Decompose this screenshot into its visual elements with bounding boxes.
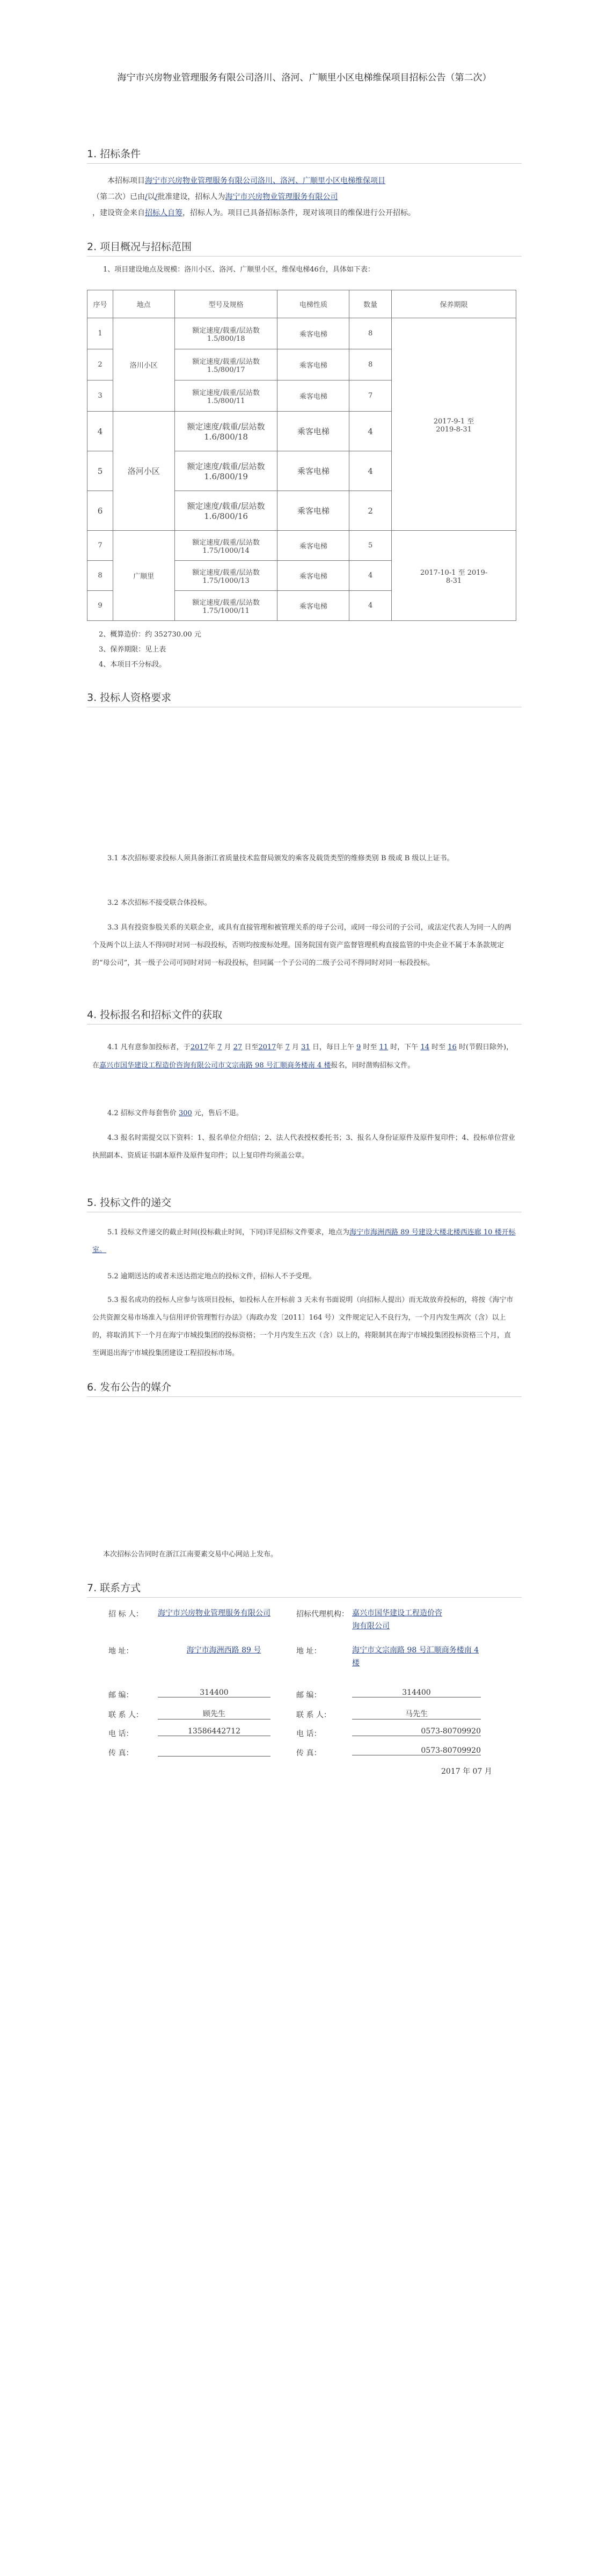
type-cell: 乘客电梯 — [277, 318, 349, 349]
end-day: 31 — [301, 1043, 310, 1051]
header-cell: 数量 — [349, 290, 392, 318]
header-cell: 保养期限 — [392, 290, 516, 318]
section-1-line-3 — [92, 205, 522, 221]
end-year: 2017 — [258, 1043, 276, 1051]
s4-text: 4.1 凡有意参加投标者，于 — [107, 1043, 191, 1051]
start-month: 7 — [217, 1043, 222, 1051]
s4-text: 元，售后不退。 — [194, 1109, 243, 1117]
contact-label: 联 系 人： — [296, 1711, 331, 1719]
note-period: 3、保养期限：见上表 — [99, 646, 166, 654]
s1-text: ，建设资金来自 — [92, 209, 145, 217]
s1-text: ，招标人为 — [182, 209, 220, 217]
agent-contact: 马先生 — [352, 1708, 481, 1719]
pm-start: 14 — [420, 1043, 429, 1051]
s4-text: 时，下午 — [390, 1043, 419, 1051]
divider — [87, 163, 522, 164]
bidder-zip: 314400 — [158, 1688, 270, 1697]
end-month: 7 — [285, 1043, 290, 1051]
s1-text: 。项目已具备招标条件，现对该项目的维保进行公开招标。 — [220, 209, 415, 217]
media-text: 本次招标公告同时在浙江江南要素交易中心网站上发布。 — [103, 1550, 278, 1558]
am-end: 11 — [379, 1043, 389, 1051]
req-4-1 — [92, 1038, 516, 1075]
header-cell: 序号 — [87, 290, 113, 318]
agent-phone: 0573-80709920 — [352, 1727, 481, 1736]
row-no: 4 — [87, 412, 113, 451]
bidder-label: 招 标 人： — [108, 1610, 143, 1619]
phone-label: 电 话： — [108, 1730, 134, 1738]
row-no: 8 — [87, 561, 113, 591]
am-start: 9 — [356, 1043, 361, 1051]
type-cell: 乘客电梯 — [277, 451, 349, 491]
qty-cell: 4 — [349, 591, 392, 621]
row-no: 1 — [87, 318, 113, 349]
bidder-fax — [158, 1746, 270, 1757]
agent-address-link[interactable]: 海宁市文宗南路 98 号汇顺商务楼南 4 楼 — [352, 1646, 479, 1667]
spec-cell: 额定速度/载重/层站数 1.5/800/17 — [174, 349, 277, 380]
req-3-2: 3.2 本次招标不接受联合体投标。 — [107, 899, 211, 907]
price-field: 300 — [178, 1109, 192, 1117]
registration-location-link[interactable]: 嘉兴市国华建设工程造价咨询有限公司市文宗南路 98 号汇顺商务楼南 4 楼 — [99, 1062, 331, 1070]
agent-zip: 314400 — [352, 1688, 481, 1697]
qty-cell: 5 — [349, 531, 392, 561]
bidder-name-link[interactable]: 海宁市兴房物业管理服务有限公司 — [158, 1609, 270, 1618]
type-cell: 乘客电梯 — [277, 561, 349, 591]
spec-cell: 额定速度/载重/层站数 1.75/1000/14 — [174, 531, 277, 561]
approval-doc-field: / — [155, 193, 158, 201]
fax-label: 传 真： — [296, 1749, 321, 1758]
s4-text: 报名，同时凿购招标文件。 — [331, 1062, 415, 1070]
location-cell: 广顺里 — [113, 531, 174, 621]
pm-end: 16 — [448, 1043, 457, 1051]
spec-cell: 额定速度/载重/层站数 1.6/800/19 — [174, 451, 277, 491]
page-title: 海宁市兴房物业管理服务有限公司洛川、洛河、广顺里小区电梯维保项目招标公告（第二次） — [117, 72, 492, 83]
spec-cell: 额定速度/载重/层站数 1.6/800/16 — [174, 491, 277, 531]
qty-cell: 4 — [349, 451, 392, 491]
table-row — [87, 318, 516, 349]
s1-text: 已由 — [130, 193, 145, 201]
period-cell: 2017-10-1 至 2019-8-31 — [392, 531, 516, 621]
s4-text: 年 — [208, 1043, 215, 1051]
agent-label: 招标代理机构： — [296, 1610, 349, 1619]
location-cell: 洛河小区 — [113, 412, 174, 531]
type-cell: 乘客电梯 — [277, 412, 349, 451]
s1-text: 以 — [147, 193, 155, 201]
divider — [87, 1396, 522, 1397]
s1-text: （第二次） — [92, 193, 130, 201]
spec-cell: 额定速度/载重/层站数 1.75/1000/13 — [174, 561, 277, 591]
s4-text: 年 — [276, 1043, 283, 1051]
header-cell: 地点 — [113, 290, 174, 318]
bidder-address-link[interactable]: 海宁市海洲西路 89 号 — [186, 1646, 261, 1655]
s4-text: 4.2 招标文件每套售价 — [107, 1109, 177, 1117]
section-2-heading: 2. 项目概况与招标范围 — [87, 241, 192, 253]
contact-label: 联 系 人： — [108, 1711, 143, 1719]
fund-source-field: 招标人自筹 — [145, 209, 182, 217]
type-cell: 乘客电梯 — [277, 491, 349, 531]
table-header-row — [87, 290, 516, 318]
s4-text: 月 — [292, 1043, 299, 1051]
s4-text: 日至 — [244, 1043, 259, 1051]
submission-location-link[interactable]: 海宁市海洲西路 89 号建设大楼北楼西连廊 10 楼开标室。 — [92, 1228, 516, 1254]
phone-label: 电 话： — [296, 1730, 321, 1738]
divider — [87, 1597, 522, 1598]
table-row — [87, 531, 516, 561]
section-7-heading: 7. 联系方式 — [87, 1582, 141, 1594]
section-3-heading: 3. 投标人资格要求 — [87, 692, 172, 704]
bidder-contact: 顾先生 — [158, 1708, 270, 1719]
qty-cell: 8 — [349, 318, 392, 349]
qty-cell: 7 — [349, 380, 392, 412]
s4-text: 时(节假日除外)，在 — [92, 1043, 514, 1070]
project-name-link[interactable]: 海宁市兴房物业管理服务有限公司洛川、洛河、广顺里小区电梯维保项目 — [145, 177, 385, 185]
address-label: 地 址： — [108, 1647, 134, 1656]
row-no: 7 — [87, 531, 113, 561]
start-day: 27 — [233, 1043, 243, 1051]
header-cell: 电梯性质 — [277, 290, 349, 318]
section-5-heading: 5. 投标文件的递交 — [87, 1197, 172, 1209]
zip-label: 邮 编： — [108, 1691, 134, 1700]
section-2-intro: 1、项目建设地点及规模：洛川小区、洛河、广顺里小区，维保电梯46台，具体如下表： — [103, 266, 375, 274]
req-5-1 — [92, 1224, 516, 1259]
approval-field: / — [145, 193, 148, 201]
s5-text: 5.1 投标文件递交的截止时间(投标截止时间，下同)详见招标文件要求，地点为 — [107, 1228, 349, 1236]
type-cell: 乘客电梯 — [277, 380, 349, 412]
start-year: 2017 — [190, 1043, 208, 1051]
location-cell: 洛川小区 — [113, 318, 174, 412]
period-cell: 2017-9-1 至 2019-8-31 — [392, 318, 516, 531]
type-cell: 乘客电梯 — [277, 591, 349, 621]
zip-label: 邮 编： — [296, 1691, 321, 1700]
row-no: 5 — [87, 451, 113, 491]
issue-date: 2017 年 07 月 — [441, 1767, 492, 1776]
section-4-heading: 4. 投标报名和招标文件的获取 — [87, 1009, 223, 1021]
row-no: 2 — [87, 349, 113, 380]
s1-text: 本招标项目 — [107, 177, 145, 185]
section-1-heading: 1. 招标条件 — [87, 148, 141, 160]
agent-fax: 0573-80709920 — [352, 1746, 481, 1755]
note-budget: 2、概算造价：约 352730.00 元 — [99, 631, 201, 639]
header-cell: 型号及规格 — [174, 290, 277, 318]
s4-text: 月 — [224, 1043, 231, 1051]
req-5-3: 5.3 报名成功的投标人应参与该项目投标，如投标人在开标前 3 天未有书面说明（向招标人提出）而无故放弃投标的，将按《海宁市公共资源交易市场准入与信用评价管理暂行办法》（海政办发〔2011〕164 号）文件规定记入不良行为，一个月内发生两次（含）以上的，将取消其下一个月在海宁市城投集团的投标资格；一个月内发生五次（含）以上的，将限制其在海宁市城投集团投标资格三个月，直至调退出海宁市城投集团建设工程招投标市场。 — [92, 1296, 514, 1357]
qty-cell: 2 — [349, 491, 392, 531]
agent-name-link[interactable]: 嘉兴市国华建设工程造价咨询有限公司 — [352, 1609, 442, 1630]
divider — [87, 256, 522, 257]
address-label: 地 址： — [296, 1647, 321, 1656]
spec-cell: 额定速度/载重/层站数 1.5/800/18 — [174, 318, 277, 349]
req-4-2 — [92, 1106, 516, 1122]
req-3-3: 3.3 具有投资参股关系的关联企业，或具有直接管理和被管理关系的母子公司，或同一母公司的子公司，或法定代表人为同一人的两个及两个以上法人不得同时对同一标段投标，否则均按废标处理。国务院国有资产监督管理机构直接监管的中央企业不属于本条款规定的“母公司”，其一级子公司可同时对同一标段投标，但同属一个子公司的二级子公司不得同时对同一标段投标。 — [92, 924, 511, 967]
s4-text: 日，每日上午 — [312, 1043, 354, 1051]
spec-cell: 额定速度/载重/层站数 1.75/1000/11 — [174, 591, 277, 621]
s4-text: 时至 — [432, 1043, 446, 1051]
req-4-3: 4.3 报名时需提交以下资料：1、报名单位介绍信；2、法人代表授权委托书；3、报名人身份证原件及原件复印件；4、投标单位营业执照副本、资质证书副本原件及原件复印件；以上复印件均须盖公章。 — [92, 1134, 515, 1160]
qty-cell: 4 — [349, 561, 392, 591]
qty-cell: 4 — [349, 412, 392, 451]
section-6-heading: 6. 发布公告的媒介 — [87, 1381, 172, 1393]
req-3-1: 3.1 本次招标要求投标人须具备浙江省质量技术监督局颁发的乘客及载货类型的维修类别 B 级或 B 级以上证书。 — [107, 854, 454, 862]
fax-label: 传 真： — [108, 1749, 134, 1758]
bidder-name-field: 海宁市兴房物业管理服务有限公司 — [225, 193, 338, 201]
row-no: 3 — [87, 380, 113, 412]
spec-cell: 额定速度/载重/层站数 1.6/800/18 — [174, 412, 277, 451]
note-lots: 4、本项目不分标段。 — [99, 661, 166, 669]
bidder-phone: 13586442712 — [158, 1727, 270, 1736]
spec-cell: 额定速度/载重/层站数 1.5/800/11 — [174, 380, 277, 412]
qty-cell: 8 — [349, 349, 392, 380]
type-cell: 乘客电梯 — [277, 349, 349, 380]
row-no: 9 — [87, 591, 113, 621]
s1-text: 批准建设，招标人为 — [157, 193, 225, 201]
s4-text: 时至 — [363, 1043, 377, 1051]
row-no: 6 — [87, 491, 113, 531]
section-1-line-2 — [92, 189, 522, 205]
section-1-line-1 — [92, 173, 522, 189]
elevator-table — [87, 290, 516, 621]
req-5-2: 5.2 逾期送达的或者未送达指定地点的投标文件，招标人不予受理。 — [107, 1272, 316, 1280]
type-cell: 乘客电梯 — [277, 531, 349, 561]
